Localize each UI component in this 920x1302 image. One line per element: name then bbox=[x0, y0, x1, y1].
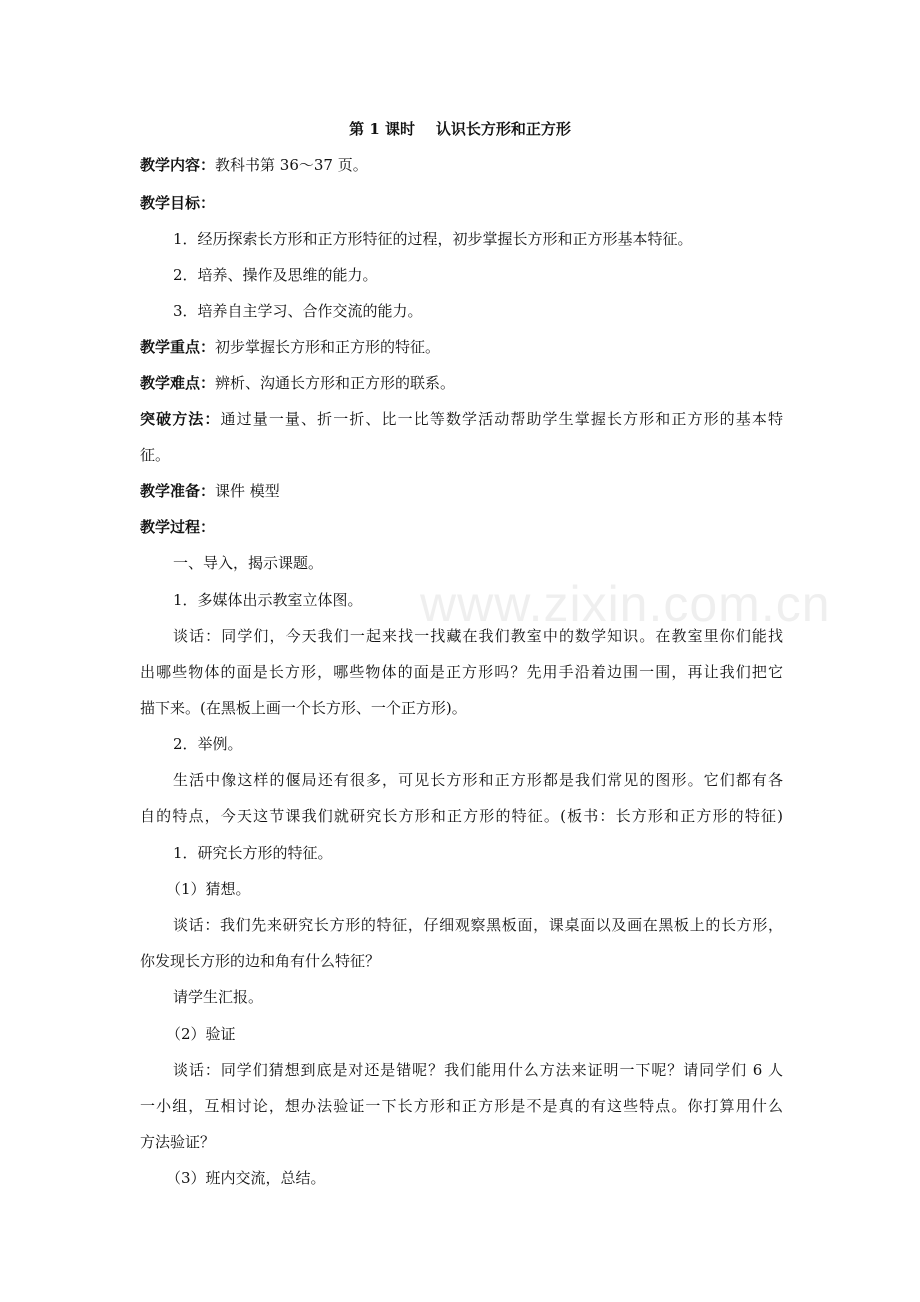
process-label: 教学过程： bbox=[140, 518, 216, 536]
talk-1-line-2: 出哪些物体的面是长方形，哪些物体的面是正方形吗？先用手沿着边围一围，再让我们把它 bbox=[140, 663, 783, 681]
talk-3-line-2: 一小组，互相讨论，想办法验证一下长方形和正方形是不是真的有这些特点。你打算用什么 bbox=[140, 1097, 783, 1115]
content-text: 教科书第 36～37 页。 bbox=[215, 156, 368, 174]
prep-label: 教学准备： bbox=[140, 482, 216, 500]
life-line-1: 生活中像这样的偃局还有很多，可见长方形和正方形都是我们常见的图形。它们都有各 bbox=[173, 771, 783, 789]
goal-item-3: 3．培养自主学习、合作交流的能力。 bbox=[173, 302, 423, 320]
talk-2-line-1: 谈话：我们先来研究长方形的特征，仔细观察黑板面，课桌面以及画在黑板上的长方形， bbox=[173, 916, 783, 934]
key-label: 教学重点： bbox=[140, 338, 216, 356]
method-label: 突破方法： bbox=[140, 410, 221, 428]
talk-3-line-1: 谈话：同学们猜想到底是对还是错呢？我们能用什么方法来证明一下呢？请同学们 6 人 bbox=[173, 1061, 783, 1079]
talk-1-line-3: 描下来。(在黑板上画一个长方形、一个正方形)。 bbox=[140, 699, 467, 717]
watermark: www.zixin.com.cn bbox=[420, 576, 831, 632]
goals-label: 教学目标： bbox=[140, 194, 216, 212]
content-line bbox=[140, 155, 368, 175]
talk-1-line-1: 谈话：同学们，今天我们一起来找一找藏在我们教室中的数学知识。在教室里你们能找 bbox=[173, 627, 783, 645]
method-line-1 bbox=[140, 409, 783, 429]
process-intro: 一、导入，揭示课题。 bbox=[173, 554, 324, 572]
difficulty-text: 辨析、沟通长方形和正方形的联系。 bbox=[215, 374, 456, 392]
method-text-1: 通过量一量、折一折、比一比等数学活动帮助学生掌握长方形和正方形的基本特 bbox=[220, 410, 783, 428]
process-heading bbox=[140, 517, 215, 537]
prep-text: 课件 模型 bbox=[215, 482, 280, 500]
difficulty-line bbox=[140, 373, 455, 393]
goal-item-1: 1．经历探索长方形和正方形特征的过程，初步掌握长方形和正方形基本特征。 bbox=[173, 230, 693, 248]
life-line-2: 自的特点，今天这节课我们就研究长方形和正方形的特征。(板书：长方形和正方形的特征) bbox=[140, 807, 783, 825]
method-line-2: 征。 bbox=[140, 446, 171, 464]
process-step-media: 1．多媒体出示教室立体图。 bbox=[173, 591, 363, 609]
content-label: 教学内容： bbox=[140, 156, 216, 174]
key-text: 初步掌握长方形和正方形的特征。 bbox=[215, 338, 441, 356]
report-line: 请学生汇报。 bbox=[173, 988, 264, 1006]
summary-heading: （3）班内交流，总结。 bbox=[166, 1169, 326, 1187]
talk-3-line-3: 方法验证？ bbox=[140, 1133, 216, 1151]
goals-heading bbox=[140, 193, 215, 213]
prep-line bbox=[140, 481, 280, 501]
difficulty-label: 教学难点： bbox=[140, 374, 216, 392]
page-title: 第 1 课时 认识长方形和正方形 bbox=[349, 120, 571, 138]
verify-heading: （2）验证 bbox=[166, 1025, 236, 1043]
guess-heading: （1）猜想。 bbox=[166, 880, 251, 898]
goal-item-2: 2．培养、操作及思维的能力。 bbox=[173, 266, 378, 284]
key-line bbox=[140, 337, 440, 357]
research-heading: 1．研究长方形的特征。 bbox=[173, 844, 333, 862]
talk-2-line-2: 你发现长方形的边和角有什么特征？ bbox=[140, 952, 381, 970]
process-step-example: 2．举例。 bbox=[173, 735, 243, 753]
